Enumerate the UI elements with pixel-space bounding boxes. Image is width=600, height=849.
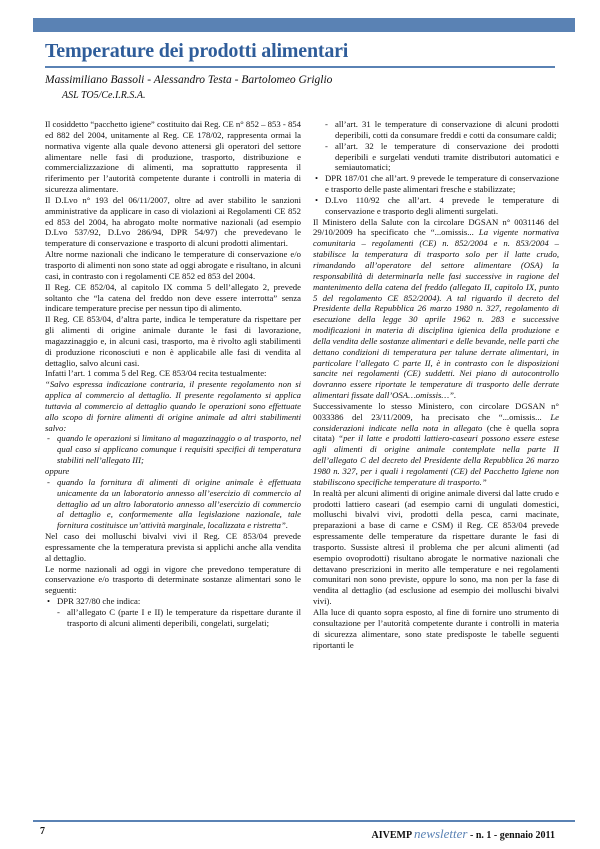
quote: La vigente normativa comunitaria – regolamenti (CE) n. 852/2004 e n. 853/2004 – stabilisce la temperatura di trasporto solo per il latte crudo, rimandando all’operatore del settore alimentare (OSA) la responsabilità di determinarla nelle fasi successive in ragione del mantenimento della catena del freddo (allegato II, capitolo IX, punto 5 del regolamento CE 852/2004). A tal riguardo il decreto del Presidente della Repubblica 26 marzo 1980 n. 327, regolamento di esecuzione della legge 30 aprile 1962 n. 283 e successive modificazioni in materia di disciplina igienica della produzione e della vendita delle sostanze alimentari e delle bevande, nelle parti che dettano condizioni di temperatura per talune derrate alimentari, in particolare l’allegato C parte II, è in contrasto con le disposizioni sancite nei regolamenti (CE) suddetti. Nei piano di autocontrollo dovranno essere riportate le temperature di trasporto delle derrate alimentari fissate dall’OSA…omissis…”. (313, 227, 559, 401)
text-run: Successivamente lo stesso Ministero, con circolare DGSAN n° 0033386 del 23/11/2009, ha precisato che “...omissis... (313, 400, 559, 422)
journal-name: AIVEMP (371, 830, 412, 841)
text-run: Il Ministero della Salute con la circolare DGSAN n° 0031146 del 29/10/2009 ha specificato che “...omissis... (313, 216, 559, 238)
footer-masthead (372, 826, 555, 842)
list-item: - all’art. 31 le temperature di conservazione di alcuni prodotti deperibili, cotti da consumare freddi e cotti da consumare caldi; (335, 119, 559, 141)
paragraph: Nel caso dei molluschi bivalvi vivi il Reg. CE 853/04 prevede espressamente che la temperatura prevista si applichi anche alla vendita al dettaglio. (45, 531, 301, 563)
list-item: • DPR 327/80 che indica: (57, 596, 301, 607)
paragraph: In realtà per alcuni alimenti di origine animale diversi dal latte crudo e prodotti lattiero caseari (ad esempio carni di ungulati domestici, molluschi bivalvi vivi, prodotti della pesca, carni macinate, preparazioni a base di carne e CSM) il Reg. CE 853/04 prevede espressamente delle temperature da rispettare durante le fasi di trasporto. Sussiste altresì il problema che per alcuni alimenti (ad esempio ovoprodotti) risultano abrogate le normative nazionali che dettavano prescrizioni in merito alle temperature e nei regolamenti comunitari non sono previste, oppure lo sono, ma non per la fase di vendita al dettaglio (ad esclusione ad esempio dei molluschi bivalvi vivi). (313, 487, 559, 607)
paragraph: Il Reg. CE 852/04, al capitolo IX comma 5 dell’allegato 2, prevede soltanto che “la catena del freddo non deve essere interrotta” senza indicare temperature precise per nessun tipo di alimento. (45, 281, 301, 314)
footer-rule (33, 820, 575, 822)
left-column (45, 119, 301, 629)
quote-list (45, 433, 301, 466)
header-bar (33, 18, 575, 32)
sub-list (313, 119, 559, 173)
title-underline (45, 66, 555, 68)
page-number: 7 (40, 826, 45, 837)
quote-list (45, 477, 301, 531)
paragraph: Alla luce di quanto sopra esposto, al fine di fornire uno strumento di consultazione per l’autorità competente durante i controlli in materia di sicurezza alimentare, sono state predisposte le tabelle seguenti riportanti le (313, 606, 559, 650)
sub-list (45, 607, 301, 629)
quote: “per il latte e prodotti lattiero-caseari possono essere estese agli alimenti di origine animale contemplate nella parte II dell’allegato C del decreto del Presidente della Repubblica 26 marzo 1980 n. 327, per i quali i regolamenti (CE) del Pacchetto Igiene non stabiliscono specifiche temperature di trasporto.” (313, 433, 560, 487)
list-item: - quando le operazioni si limitano al magazzinaggio o al trasporto, nel qual caso si applicano comunque i requisiti specifici di temperatura stabiliti nell’allegato III; (57, 433, 301, 466)
paragraph: Altre norme nazionali che indicano le temperature di conservazione e/o trasporto di alimenti non sono state ad oggi abrogate e risultano, in alcuni casi, in contrasto con i regolamenti CE 852 ed 853 del 2004. (45, 249, 301, 281)
paragraph: Il Reg. CE 853/04, d’altra parte, indica le temperature da rispettare per gli alimenti di origine animale durante le fasi di lavorazione, magazzinaggio e, in alcuni casi, trasporto, ma è rivolto agli stabilimenti di produzione riconosciuti e non è applicabile alle fasi di vendita al dettaglio, salvo alcuni casi. (45, 314, 301, 368)
quote: Le considerazioni indicate nella nota in allegato (313, 411, 559, 433)
paragraph: Infatti l’art. 1 comma 5 del Reg. CE 853/04 recita testualmente: (45, 368, 267, 379)
newsletter-label: newsletter (414, 826, 468, 841)
right-column (313, 119, 559, 650)
issue-label: - n. 1 - gennaio 2011 (469, 830, 555, 841)
norms-list (313, 173, 559, 216)
paragraph: Il D.Lvo n° 193 del 06/11/2007, oltre ad aver stabilito le sanzioni amministrative da applicare in caso di violazioni ai Regolamenti CE 852 ed 853 del 2004, ha abrogato molte normative nazionali (ad esempio D.Lvo 537/92, D.Lvo 286/94, DPR 54/97) che prevedevano le temperature di conservazione e trasporto di alcuni prodotti alimentari. (45, 194, 301, 249)
affiliation: ASL TO5/Ce.I.R.S.A. (62, 90, 146, 101)
list-item: - all’allegato C (parte I e II) le temperature da rispettare durante il trasporto di alcuni alimenti deperibili, congelati, surgelati; (67, 607, 301, 629)
quote: “Salvo espressa indicazione contraria, il presente regolamento non si applica al commercio al dettaglio. Il presente regolamento si applica tuttavia al commercio al dettaglio quando le operazioni sono effettuate allo scopo di fornire alimenti di origine animale ad altri stabilimenti salvo: (45, 379, 301, 433)
norms-list (45, 596, 301, 607)
article-title: Temperature dei prodotti alimentari (45, 40, 349, 62)
paragraph: Il cosiddetto “pacchetto igiene” costituito dai Reg. CE n° 852 – 853 - 854 ed 882 del 2004, unitamente al Reg. CE 178/02, rappresenta ormai la normativa vigente alla quale devono attenersi gli operatori del settore alimentare nelle fasi di produzione, trasporto, distribuzione e commercializzazione di alimenti, ma soprattutto rappresenta il riferimento per l’autorità competente durante i controlli in materia di sicurezza alimentare. (45, 119, 301, 195)
list-item: - all’art. 32 le temperature di conservazione dei prodotti deperibili e surgelati venduti tramite distributori automatici e semiautomatici; (335, 141, 559, 174)
paragraph (313, 401, 559, 488)
text-run: (che è quella sopra citata) (313, 422, 560, 444)
authors: Massimiliano Bassoli - Alessandro Testa - Bartolomeo Griglio (45, 74, 333, 86)
quote-connector: oppure (45, 466, 70, 476)
list-item: • DPR 187/01 che all’art. 9 prevede le temperature di conservazione e trasporto delle paste alimentari fresche e stabilizzate; (325, 173, 559, 195)
paragraph (313, 217, 559, 401)
list-item: - quando la fornitura di alimenti di origine animale è effettuata unicamente da un laboratorio annesso all’esercizio di commercio al dettaglio ad un altro laboratorio annesso all’esercizio di commercio al dettaglio e, conformemente alla legislazione nazionale, tale fornitura costituisce un’attività marginale, localizzata e ristretta”. (57, 477, 301, 531)
paragraph: Le norme nazionali ad oggi in vigore che prevedono temperature di conservazione e/o trasporto di determinate sostanze alimentari sono le seguenti: (45, 563, 301, 596)
list-item: • D.Lvo 110/92 che all’art. 4 prevede le temperature di conservazione e trasporto degli alimenti surgelati. (325, 195, 559, 217)
